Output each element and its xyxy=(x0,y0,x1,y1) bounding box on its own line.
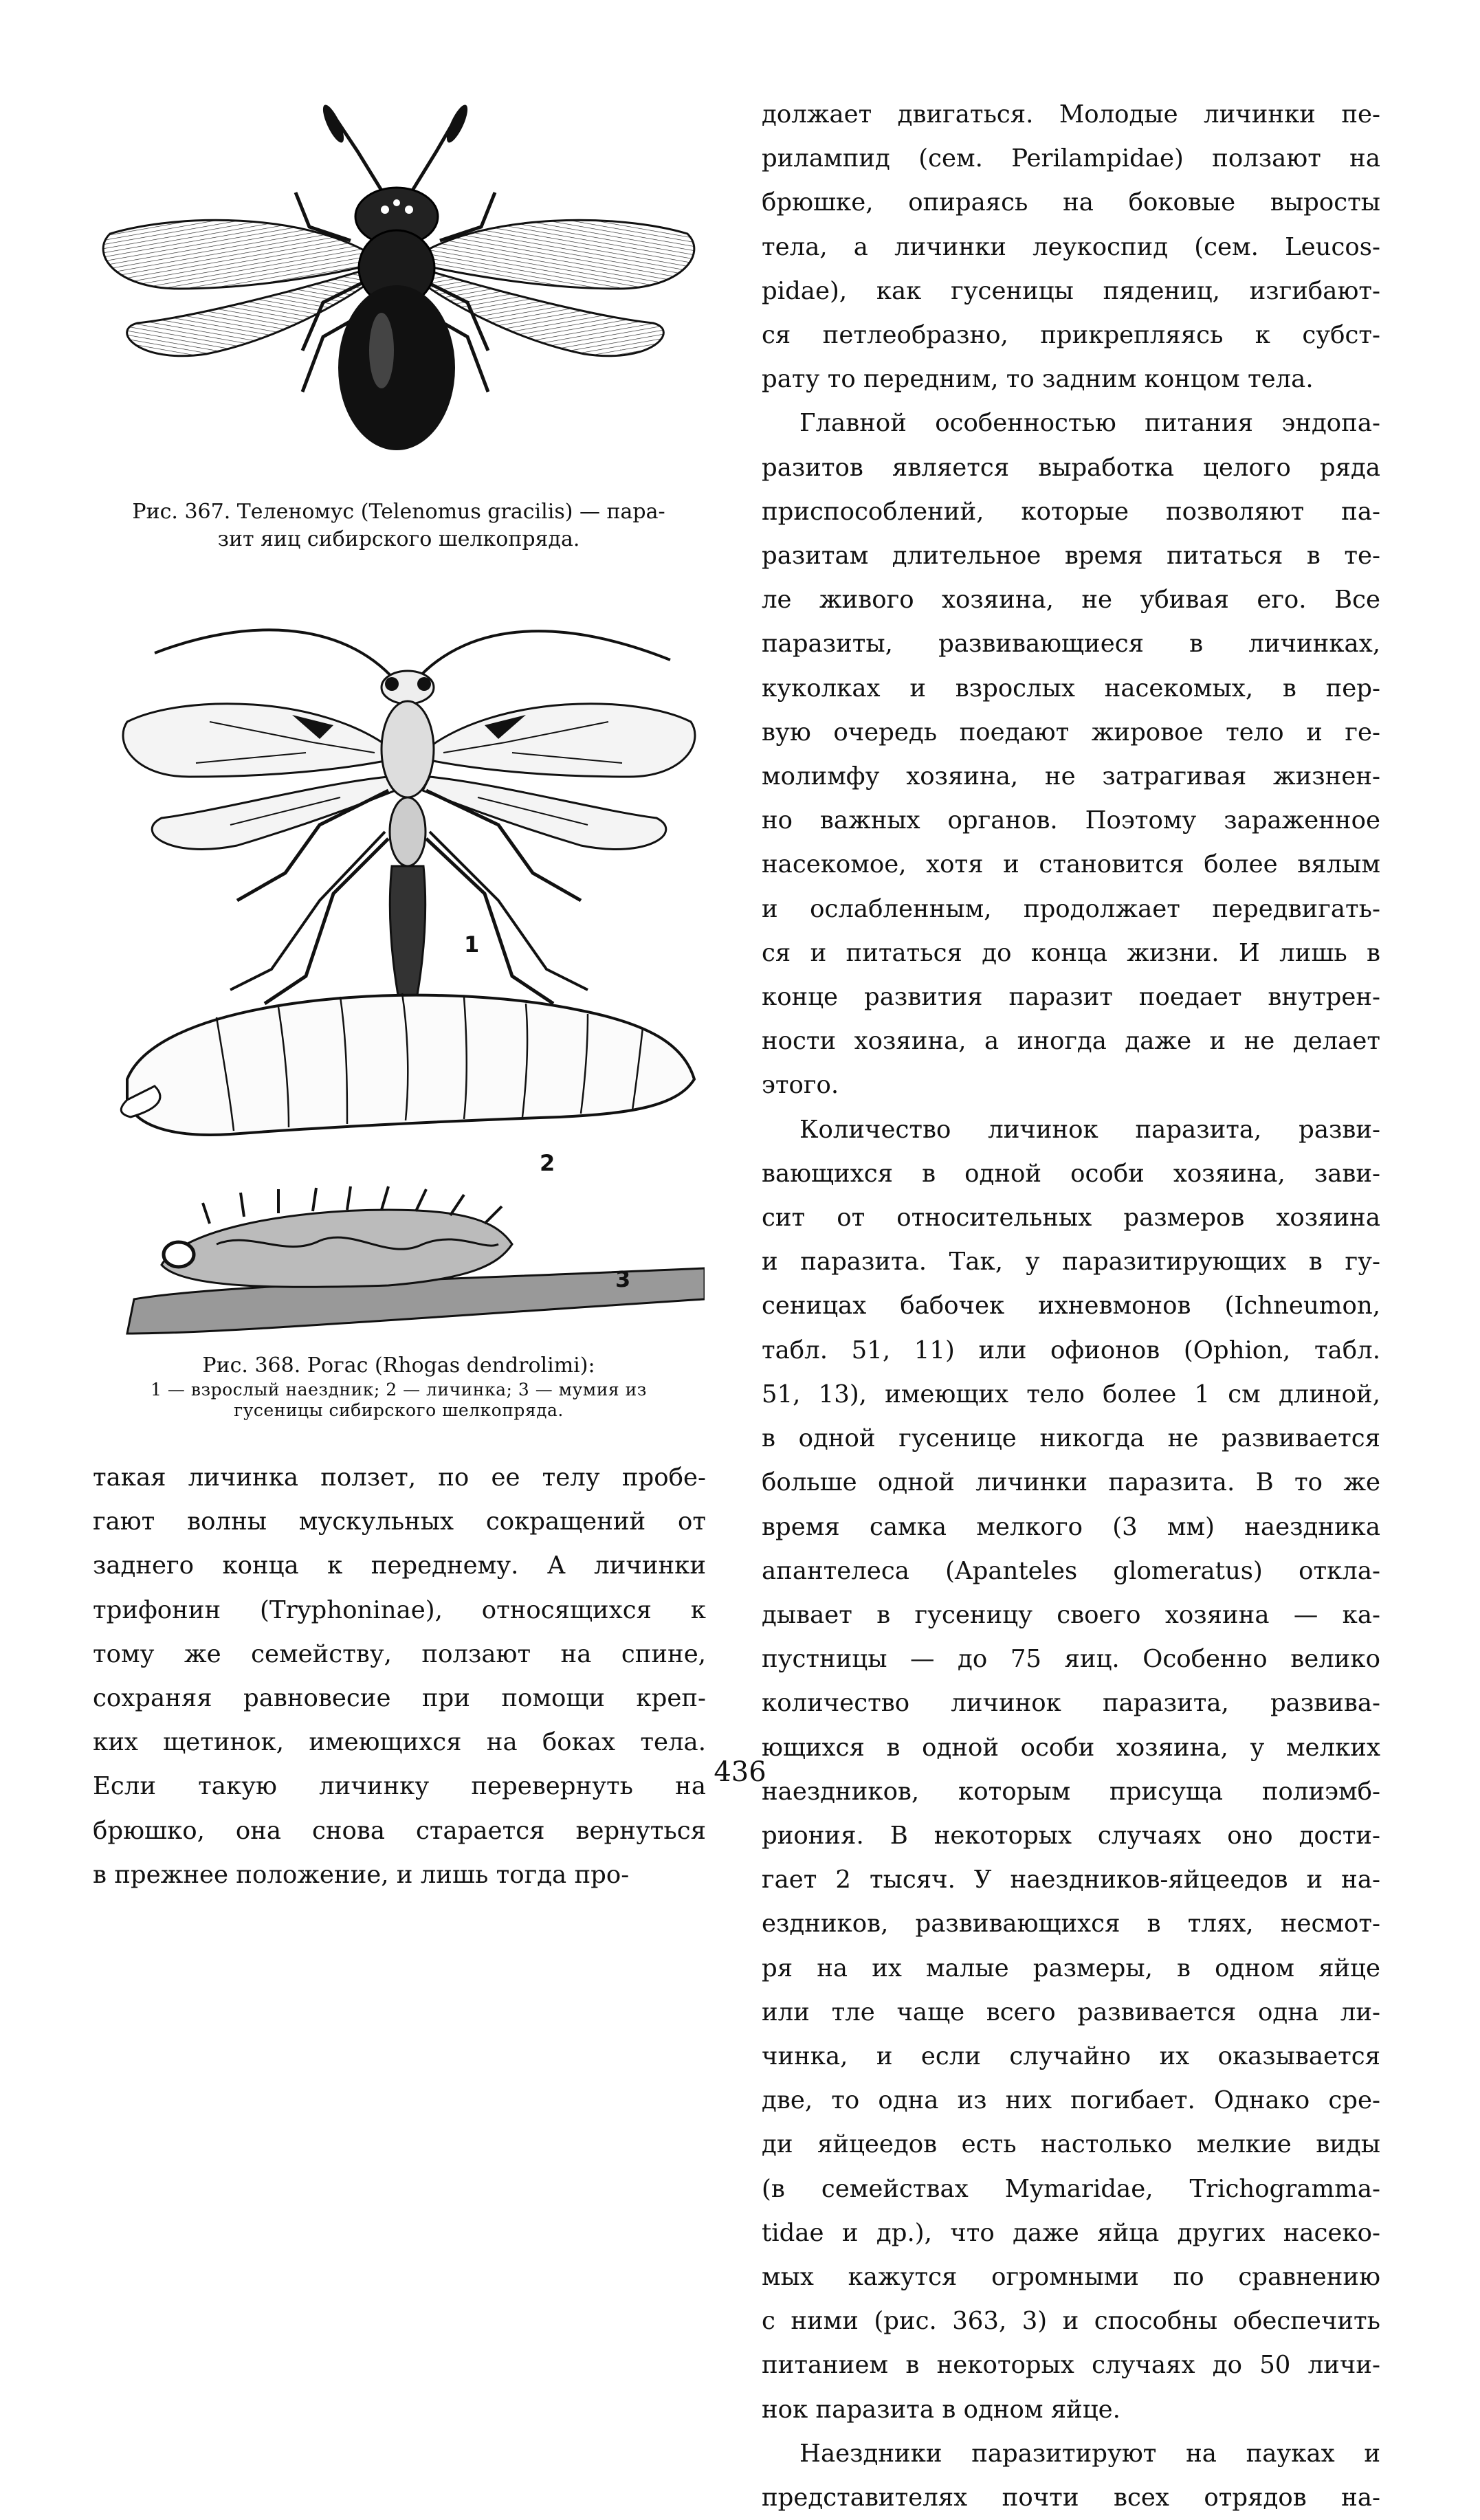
text-line: брюшко, она снова старается вернуться xyxy=(93,1816,706,1845)
figure-367-caption-line-2: зит яиц сибирского шелкопряда. xyxy=(217,527,580,551)
paragraph-2 xyxy=(762,401,1380,1107)
text-line: в одной гусенице никогда не развивается xyxy=(762,1424,1380,1453)
text-line: паразиты, развивающиеся в личинках, xyxy=(762,630,1380,659)
text-line: и ослабленным, продолжает передвигать- xyxy=(762,894,1380,923)
text-line: (в семействах Mymaridae, Trichogramma- xyxy=(762,2174,1380,2203)
text-line: гают волны мускульных сокращений от xyxy=(93,1507,706,1536)
text-line: больше одной личинки паразита. В то же xyxy=(762,1468,1380,1497)
text-line: куколках и взрослых насекомых, в пер- xyxy=(762,674,1380,703)
text-line: в прежнее положение, и лишь тогда про- xyxy=(93,1860,630,1889)
text-line: наездников, которым присуща полиэмб- xyxy=(762,1777,1380,1806)
figure-368-label-2: 2 xyxy=(540,1150,555,1176)
text-line: ности хозяина, а иногда даже и не делает xyxy=(762,1027,1380,1056)
text-line: ди яйцеедов есть настолько мелкие виды xyxy=(762,2130,1380,2159)
text-line: рату то передним, то задним концом тела. xyxy=(762,365,1314,394)
figure-368-label-1: 1 xyxy=(464,931,480,958)
figure-368-illustration xyxy=(113,605,705,1354)
left-column-text xyxy=(93,1456,706,1897)
text-line: чинка, и если случайно их оказывается xyxy=(762,2042,1380,2070)
text-line: сеницах бабочек ихневмонов (Ichneumon, xyxy=(762,1292,1380,1320)
text-line: тому же семейству, ползают на спине, xyxy=(93,1639,706,1668)
figure-367-illustration xyxy=(96,103,701,474)
text-line: мых кажутся огромными по сравнению xyxy=(762,2262,1380,2291)
text-line: Количество личинок паразита, разви- xyxy=(799,1115,1380,1144)
text-line: должает двигаться. Молодые личинки пе- xyxy=(762,100,1380,129)
figure-368-caption xyxy=(96,1352,701,1421)
text-line: количество личинок паразита, развива- xyxy=(762,1689,1380,1718)
text-line: Если такую личинку перевернуть на xyxy=(93,1772,706,1801)
text-line: конце развития паразит поедает внутрен- xyxy=(762,983,1380,1012)
figure-367-caption xyxy=(96,498,701,553)
text-line: брюшке, опираясь на боковые выросты xyxy=(762,188,1380,217)
telenomus-drawing xyxy=(96,103,701,474)
text-line: tidae и др.), что даже яйца других насеко- xyxy=(762,2218,1380,2247)
text-line: разитам длительное время питаться в те- xyxy=(762,542,1380,571)
text-line: приспособлений, которые позволяют па- xyxy=(762,497,1380,526)
text-line: ле живого хозяина, не убивая его. Все xyxy=(762,586,1380,615)
figure-367-caption-line-1: Рис. 367. Теленомус (Telenomus gracilis) — пара- xyxy=(132,500,665,524)
text-line: или тле чаще всего развивается одна ли- xyxy=(762,1998,1380,2026)
text-line: вую очередь поедают жировое тело и ге- xyxy=(762,718,1380,747)
text-line: молимфу хозяина, не затрагивая жизнен- xyxy=(762,762,1380,791)
text-line: но важных органов. Поэтому зараженное xyxy=(762,806,1380,835)
text-line: ездников, развивающихся в тлях, несмот- xyxy=(762,1910,1380,1938)
paragraph-1 xyxy=(762,93,1380,401)
text-line: тела, а личинки леукоспид (сем. Leucos- xyxy=(762,232,1380,261)
paragraph-4 xyxy=(762,2432,1380,2520)
text-line: пустницы — до 75 яиц. Особенно велико xyxy=(762,1645,1380,1674)
figure-368-caption-title: Рис. 368. Рогас (Rhogas dendrolimi): xyxy=(202,1353,595,1378)
text-line: насекомое, хотя и становится более вялым xyxy=(762,850,1380,879)
text-line: сит от относительных размеров хозяина xyxy=(762,1204,1380,1233)
text-line: гает 2 тысяч. У наездников-яйцеедов и на- xyxy=(762,1866,1380,1894)
text-line: представителях почти всех отрядов на- xyxy=(762,2483,1380,2512)
text-line: дывает в гусеницу своего хозяина — ка- xyxy=(762,1600,1380,1629)
text-line: риония. В некоторых случаях оно дости- xyxy=(762,1821,1380,1850)
text-line: время самка мелкого (3 мм) наездника xyxy=(762,1512,1380,1541)
rhogas-drawing xyxy=(113,605,705,1354)
right-column-text xyxy=(762,93,1380,2520)
text-line: с ними (рис. 363, 3) и способны обеспечить xyxy=(762,2307,1380,2336)
text-line: этого. xyxy=(762,1071,839,1100)
figure-368-label-3: 3 xyxy=(615,1266,631,1292)
text-line: табл. 51, 11) или офионов (Ophion, табл. xyxy=(762,1336,1380,1364)
text-line: pidae), как гусеницы пядениц, изгибают- xyxy=(762,276,1380,305)
text-line: ких щетинок, имеющихся на боках тела. xyxy=(93,1728,706,1757)
text-line: питанием в некоторых случаях до 50 личи- xyxy=(762,2351,1380,2380)
text-line: 51, 13), имеющих тело более 1 см длиной, xyxy=(762,1380,1380,1408)
text-line: апантелеса (Apanteles glomeratus) откла- xyxy=(762,1556,1380,1585)
text-line: разитов является выработка целого ряда xyxy=(762,453,1380,482)
text-line: ся петлеобразно, прикрепляясь к субст- xyxy=(762,321,1380,350)
text-line: ющихся в одной особи хозяина, у мелких xyxy=(762,1733,1380,1762)
text-line: нок паразита в одном яйце. xyxy=(762,2395,1120,2424)
text-line: вающихся в одной особи хозяина, зави- xyxy=(762,1159,1380,1188)
text-line: Наездники паразитируют на пауках и xyxy=(799,2439,1380,2468)
page-number: 436 xyxy=(714,1756,766,1788)
text-line: заднего конца к переднему. А личинки xyxy=(93,1551,706,1580)
text-line: трифонин (Tryphoninae), относящихся к xyxy=(93,1595,706,1624)
text-line: Главной особенностью питания эндопа- xyxy=(799,409,1380,438)
text-line: ря на их малые размеры, в одном яйце xyxy=(762,1954,1380,1982)
text-line: ся и питаться до конца жизни. И лишь в xyxy=(762,938,1380,967)
text-line: сохраняя равновесие при помощи креп- xyxy=(93,1684,706,1713)
text-line: рилампид (сем. Perilampidae) ползают на xyxy=(762,144,1380,173)
text-line: и паразита. Так, у паразитирующих в гу- xyxy=(762,1248,1380,1276)
figure-368-caption-line-2: гусеницы сибирского шелкопряда. xyxy=(234,1400,564,1420)
figure-368-caption-line-1: 1 — взрослый наездник; 2 — личинка; 3 — мумия из xyxy=(151,1380,647,1400)
text-line: такая личинка ползет, по ее телу пробе- xyxy=(93,1463,706,1492)
text-line: две, то одна из них погибает. Однако сре- xyxy=(762,2086,1380,2115)
